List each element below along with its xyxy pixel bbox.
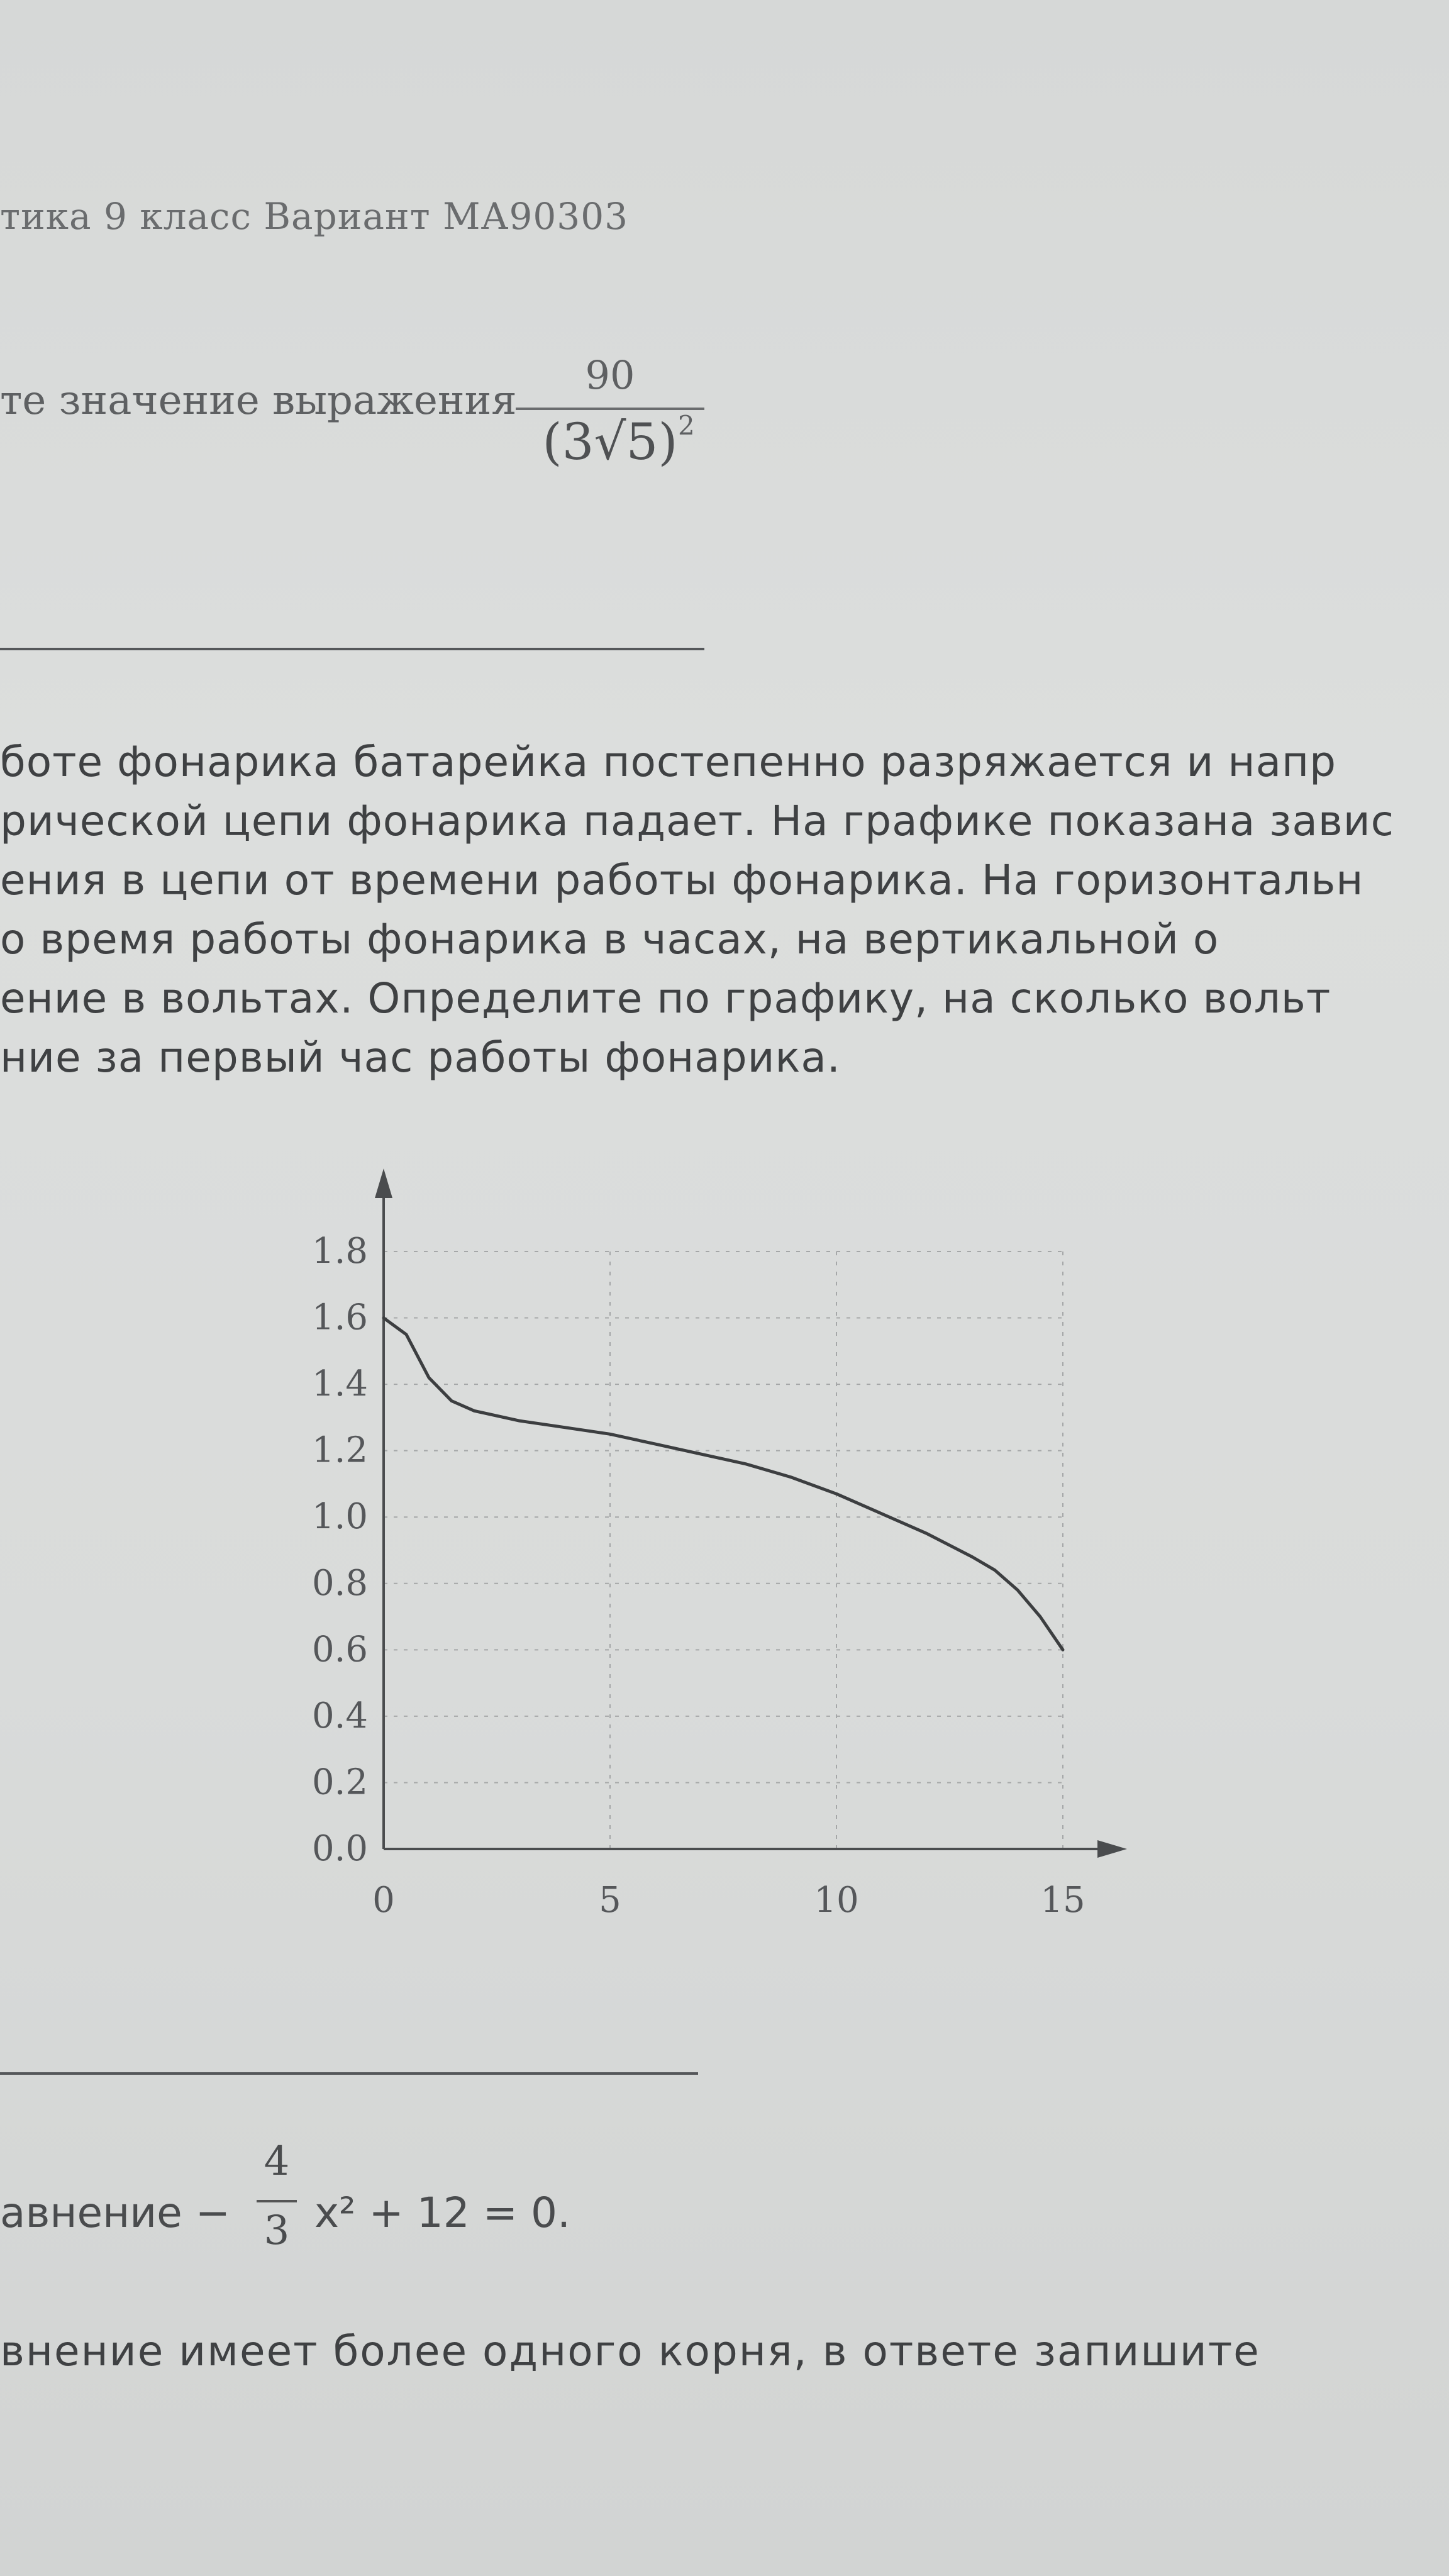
voltage-curve: [384, 1318, 1063, 1650]
worksheet-header: тика 9 класс Вариант МА90303: [0, 195, 628, 238]
fraction-numerator: 90: [585, 352, 635, 398]
x-tick-label: 10: [814, 1880, 859, 1921]
task-2-line: рической цепи фонарика падает. На графике показана завис: [0, 797, 1394, 845]
answer-line-1: [0, 648, 704, 650]
voltage-chart: [239, 1163, 1132, 1943]
y-tick-label: 1.0: [311, 1496, 368, 1538]
task-2-line: ение в вольтах. Определите по графику, на сколько вольт: [0, 974, 1331, 1023]
y-tick-label: 0.4: [311, 1695, 368, 1736]
equation-fraction-denominator: 3: [264, 2207, 290, 2254]
y-tick-label: 1.8: [311, 1231, 368, 1272]
x-tick-label: 0: [372, 1880, 395, 1921]
task-2-line: боте фонарика батарейка постепенно разряжается и напр: [0, 738, 1337, 786]
task-3-prefix: авнение −: [0, 2189, 231, 2237]
task-2-line: ения в цепи от времени работы фонарика. На горизонтальн: [0, 856, 1364, 904]
fraction-denominator: (3√5): [542, 413, 678, 471]
task-2-line: ние за первый час работы фонарика.: [0, 1033, 841, 1082]
y-tick-label: 0.8: [311, 1562, 368, 1604]
task-1-prompt: те значение выражения: [0, 377, 517, 424]
x-axis-arrow: [1097, 1840, 1127, 1858]
task-3-line-2: внение имеет более одного корня, в ответе запишите: [0, 2327, 1260, 2375]
y-tick-label: 0.6: [311, 1629, 368, 1670]
x-tick-label: 15: [1040, 1880, 1085, 1921]
y-tick-label: 0.2: [311, 1762, 368, 1803]
x-tick-label: 5: [599, 1880, 621, 1921]
answer-line-2: [0, 2072, 698, 2075]
equation-fraction: [252, 2138, 302, 2283]
y-axis-arrow: [375, 1169, 392, 1198]
y-tick-label: 1.6: [311, 1297, 368, 1338]
y-tick-label: 0.0: [311, 1828, 368, 1869]
task-2-text: [0, 733, 1446, 1087]
fraction-exponent: 2: [678, 410, 695, 441]
equation-fraction-bar: [257, 2200, 297, 2202]
fraction-bar: [516, 408, 704, 410]
equation-fraction-numerator: 4: [264, 2138, 290, 2185]
task-2-line: о время работы фонарика в часах, на вертикальной о: [0, 915, 1219, 963]
expression-fraction: [509, 352, 711, 516]
y-tick-label: 1.2: [311, 1430, 368, 1471]
task-3-equation-rest: x² + 12 = 0.: [314, 2189, 570, 2237]
y-tick-label: 1.4: [311, 1363, 368, 1405]
